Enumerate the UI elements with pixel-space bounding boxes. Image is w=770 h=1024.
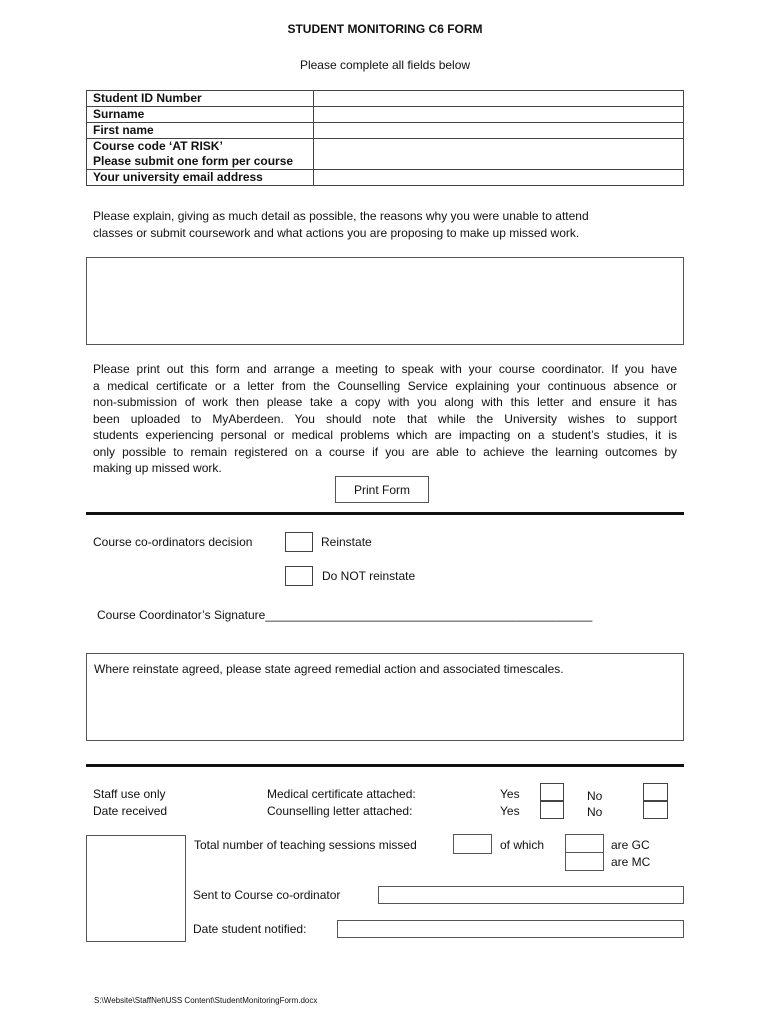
table-row — [87, 91, 684, 107]
form-title: STUDENT MONITORING C6 FORM — [287, 22, 483, 36]
not-reinstate-checkbox[interactable] — [285, 566, 313, 586]
mc-label: are MC — [611, 855, 651, 869]
sent-to-coordinator-label: Sent to Course co-ordinator — [193, 888, 341, 902]
email-field[interactable] — [314, 170, 684, 186]
section-divider — [86, 764, 684, 767]
paragraph-line: been uploaded to MyAberdeen. You should note that while the University wishes to support — [93, 411, 677, 426]
remedial-action-label: Where reinstate agreed, please state agreed remedial action and associated timescales. — [94, 662, 564, 676]
paragraph-line: non-submission of work then please take a copy with you along with this letter and ensure it has — [93, 395, 677, 409]
medical-no-checkbox[interactable] — [643, 783, 668, 801]
email-label: Your university email address — [87, 170, 314, 186]
footer-file-path: S:\Website\StaffNet\USS Content\StudentMonitoringForm.docx — [94, 996, 318, 1005]
explanation-prompt-line: classes or submit coursework and what actions you are proposing to make up missed work. — [93, 225, 580, 240]
course-code-label-line1: Course code ‘AT RISK’ — [93, 139, 223, 153]
table-row — [87, 107, 684, 123]
not-reinstate-label: Do NOT reinstate — [322, 569, 416, 583]
course-code-field[interactable] — [314, 139, 684, 170]
explanation-prompt — [93, 208, 589, 241]
medical-yes-label: Yes — [500, 787, 520, 801]
remedial-action-textarea[interactable] — [86, 653, 684, 741]
table-row — [87, 123, 684, 139]
gc-sessions-field[interactable] — [565, 834, 604, 853]
of-which-label: of which — [500, 838, 545, 852]
surname-label: Surname — [87, 107, 314, 123]
mc-sessions-field[interactable] — [565, 852, 604, 871]
sessions-missed-field[interactable] — [453, 834, 492, 854]
signature-line[interactable]: Course Coordinator’s Signature_________________________________________________ — [97, 608, 593, 622]
course-code-label — [87, 139, 314, 170]
reinstate-checkbox[interactable] — [285, 532, 313, 552]
print-form-button[interactable]: Print Form — [335, 476, 429, 503]
first-name-field[interactable] — [314, 123, 684, 139]
student-id-field[interactable] — [314, 91, 684, 107]
counselling-no-checkbox[interactable] — [643, 801, 668, 819]
counselling-yes-checkbox[interactable] — [540, 801, 564, 819]
decision-label: Course co-ordinators decision — [93, 535, 253, 549]
date-received-label: Date received — [93, 804, 168, 818]
instructions-paragraph — [93, 361, 677, 477]
medical-no-label: No — [587, 789, 603, 803]
section-divider — [86, 512, 684, 515]
paragraph-line: a medical certificate or a letter from the Counselling Service explaining your continuous absence or — [93, 378, 677, 393]
paragraph-line: making up missed work. — [93, 461, 222, 475]
counselling-no-label: No — [587, 805, 603, 819]
table-row — [87, 170, 684, 186]
counselling-letter-label: Counselling letter attached: — [267, 804, 413, 818]
date-notified-label: Date student notified: — [193, 922, 307, 936]
date-notified-field[interactable] — [337, 920, 684, 938]
reinstate-label: Reinstate — [321, 535, 372, 549]
explanation-textarea[interactable] — [86, 257, 684, 345]
sessions-missed-label: Total number of teaching sessions missed — [194, 838, 417, 852]
paragraph-line: Please print out this form and arrange a meeting to speak with your course coordinator. If you have — [93, 362, 677, 376]
staff-use-label: Staff use only — [93, 787, 166, 801]
medical-certificate-label: Medical certificate attached: — [267, 787, 416, 801]
explanation-prompt-line: Please explain, giving as much detail as possible, the reasons why you were unable to attend — [93, 209, 589, 223]
gc-label: are GC — [611, 838, 650, 852]
student-id-label: Student ID Number — [87, 91, 314, 107]
medical-yes-checkbox[interactable] — [540, 783, 564, 801]
paragraph-line: only possible to remain registered on a course if you are able to achieve the learning outcomes by — [93, 444, 677, 459]
course-code-label-line2: Please submit one form per course — [93, 154, 294, 168]
first-name-label: First name — [87, 123, 314, 139]
counselling-yes-label: Yes — [500, 804, 520, 818]
surname-field[interactable] — [314, 107, 684, 123]
sent-to-coordinator-field[interactable] — [378, 886, 684, 904]
date-received-box[interactable] — [86, 835, 186, 942]
form-instruction: Please complete all fields below — [299, 58, 471, 72]
student-info-table — [86, 90, 684, 186]
paragraph-line: students experiencing personal or medical problems which are impacting on a student’s studies, it is — [93, 428, 677, 442]
table-row — [87, 139, 684, 170]
